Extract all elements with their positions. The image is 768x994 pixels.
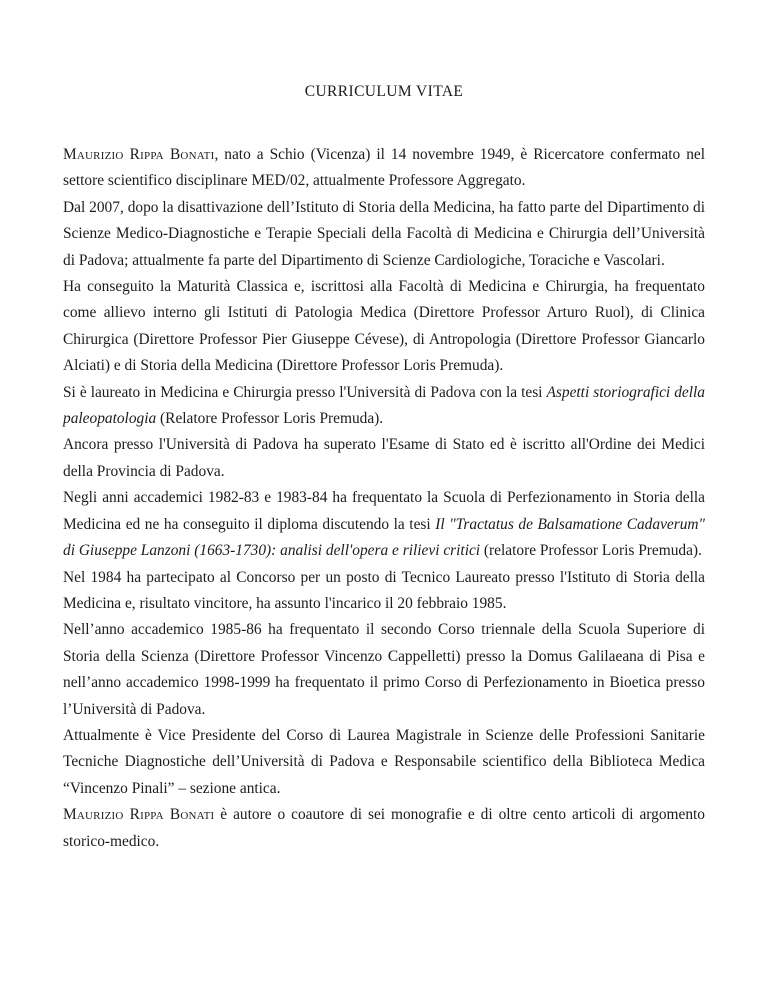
text-run: Si è laureato in Medicina e Chirurgia presso l'Università di Padova con la tesi: [63, 383, 547, 401]
paragraph: [63, 142, 705, 195]
text-run: Nel 1984 ha partecipato al Concorso per un posto di Tecnico Laureato presso l'Istituto di Storia della Medicina e, risultato vincitore, ha assunto l'incarico il 20 febbraio 1985.: [63, 568, 705, 612]
text-run: Dal 2007, dopo la disattivazione dell’Istituto di Storia della Medicina, ha fatto parte del Dipartimento di Scienze Medico-Diagnostiche e Terapie Speciali della Facoltà di Medicina e Chirurgia dell’Università di Padova; attualmente fa parte del Dipartimento di Scienze Cardiologiche, Toraciche e Vascolari.: [63, 198, 705, 269]
paragraph: [63, 380, 705, 433]
paragraph: [63, 723, 705, 802]
document-body: [63, 142, 705, 855]
text-run: , nato a Schio (Vicenza) il 14 novembre 1949, è Ricercatore confermato nel settore scientifico disciplinare MED/02, attualmente Professore Aggregato.: [63, 146, 705, 190]
paragraph: [63, 565, 705, 618]
text-run: Attualmente è Vice Presidente del Corso di Laurea Magistrale in Scienze delle Professioni Sanitarie Tecniche Diagnostiche dell’Università di Padova e Responsabile scientifico della Biblioteca Medica “Vincenzo Pinali” – sezione antica.: [63, 726, 705, 797]
text-run: è autore o coautore di sei monografie e di oltre cento articoli di argomento storico-medico.: [63, 806, 705, 850]
paragraph: [63, 432, 705, 485]
text-run: Ancora presso l'Università di Padova ha superato l'Esame di Stato ed è iscritto all'Ordine dei Medici della Provincia di Padova.: [63, 436, 705, 480]
paragraph: [63, 274, 705, 380]
person-name: Maurizio Rippa Bonati: [63, 146, 215, 163]
text-run: Negli anni accademici 1982-83 e 1983-84 ha frequentato la Scuola di Perfezionamento in Storia della Medicina ed ne ha conseguito il diploma discutendo la tesi: [63, 489, 705, 533]
thesis-title: Il "Tractatus de Balsamatione Cadaverum" di Giuseppe Lanzoni (1663-1730): analisi dell'opera e rilievi critici: [63, 515, 705, 560]
person-name: Maurizio Rippa Bonati: [63, 806, 215, 824]
paragraph: [63, 195, 705, 274]
text-run: (Relatore Professor Loris Premuda).: [156, 410, 384, 428]
text-run: (relatore Professor Loris Premuda).: [480, 542, 702, 560]
paragraph: [63, 802, 705, 855]
text-run: Nell’anno accademico 1985-86 ha frequentato il secondo Corso triennale della Scuola Superiore di Storia della Scienza (Direttore Professor Vincenzo Cappelletti) presso la Domus Galilaeana di Pisa e nell’anno accademico 1998-1999 ha frequentato il primo Corso di Perfezionamento in Bioetica presso l’Università di Padova.: [63, 621, 705, 718]
document-content: [63, 78, 705, 855]
thesis-title: Aspetti storiografici della paleopatologia: [63, 383, 705, 428]
page-title: CURRICULUM VITAE: [304, 83, 464, 100]
text-run: Ha conseguito la Maturità Classica e, iscrittosi alla Facoltà di Medicina e Chirurgia, ha frequentato come allievo interno gli Istituti di Patologia Medica (Direttore Professor Arturo Ruol), di Clinica Chirurgica (Direttore Professor Pier Giuseppe Cévese), di Antropologia (Direttore Professor Giancarlo Alciati) e di Storia della Medicina (Direttore Professor Loris Premuda).: [63, 278, 705, 375]
paragraph: [63, 485, 705, 564]
paragraph: [63, 617, 705, 723]
